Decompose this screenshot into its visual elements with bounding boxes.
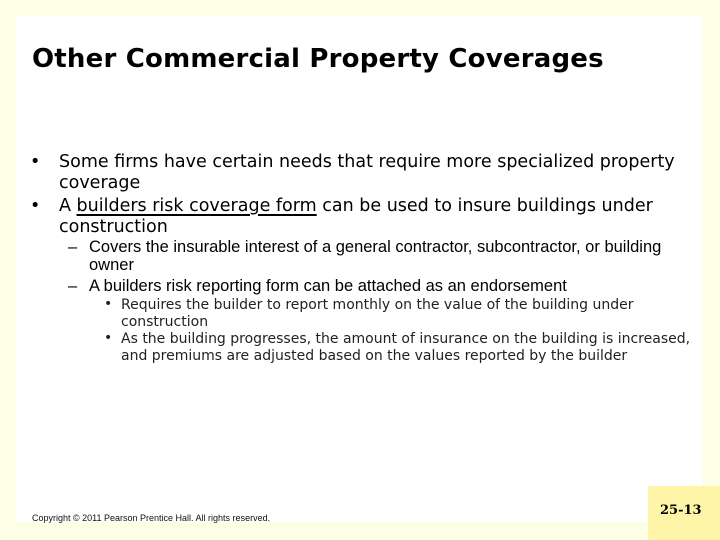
sub-bullet-text: Covers the insurable interest of a general contractor, subcontractor, or building owner	[89, 238, 662, 274]
sub-bullet-item	[68, 238, 698, 274]
bullet-text-prefix: A	[59, 196, 77, 216]
sub-sub-bullet-text: As the building progresses, the amount of insurance on the building is increased, and premiums are adjusted based on the values reported by the builder	[121, 331, 691, 364]
sub-sub-bullet-text: Requires the builder to report monthly on the value of the building under construction	[121, 297, 634, 330]
bullet-icon: •	[104, 330, 113, 346]
builders-risk-term: builders risk coverage form	[76, 196, 317, 216]
sub-sub-bullet-item	[104, 297, 694, 331]
bullet-icon: •	[104, 296, 113, 312]
bullet-item	[30, 152, 690, 194]
bullet-text	[59, 196, 690, 238]
dash-icon: –	[68, 277, 78, 295]
page-number: 25-13	[660, 503, 702, 518]
bullet-text-suffix: can be used to insure buildings under construction	[59, 196, 653, 237]
dash-icon: –	[68, 238, 78, 256]
bullet-icon: •	[30, 196, 41, 216]
copyright-footer: Copyright © 2011 Pearson Prentice Hall. All rights reserved.	[32, 513, 271, 523]
bullet-text: Some firms have certain needs that require more specialized property coverage	[59, 152, 675, 193]
sub-bullet-item	[68, 277, 698, 295]
bullet-item	[30, 196, 690, 238]
sub-sub-bullet-item	[104, 331, 694, 365]
bullet-icon: •	[30, 152, 41, 172]
sub-bullet-text: A builders risk reporting form can be attached as an endorsement	[89, 277, 567, 295]
slide-title: Other Commercial Property Coverages	[32, 44, 604, 74]
